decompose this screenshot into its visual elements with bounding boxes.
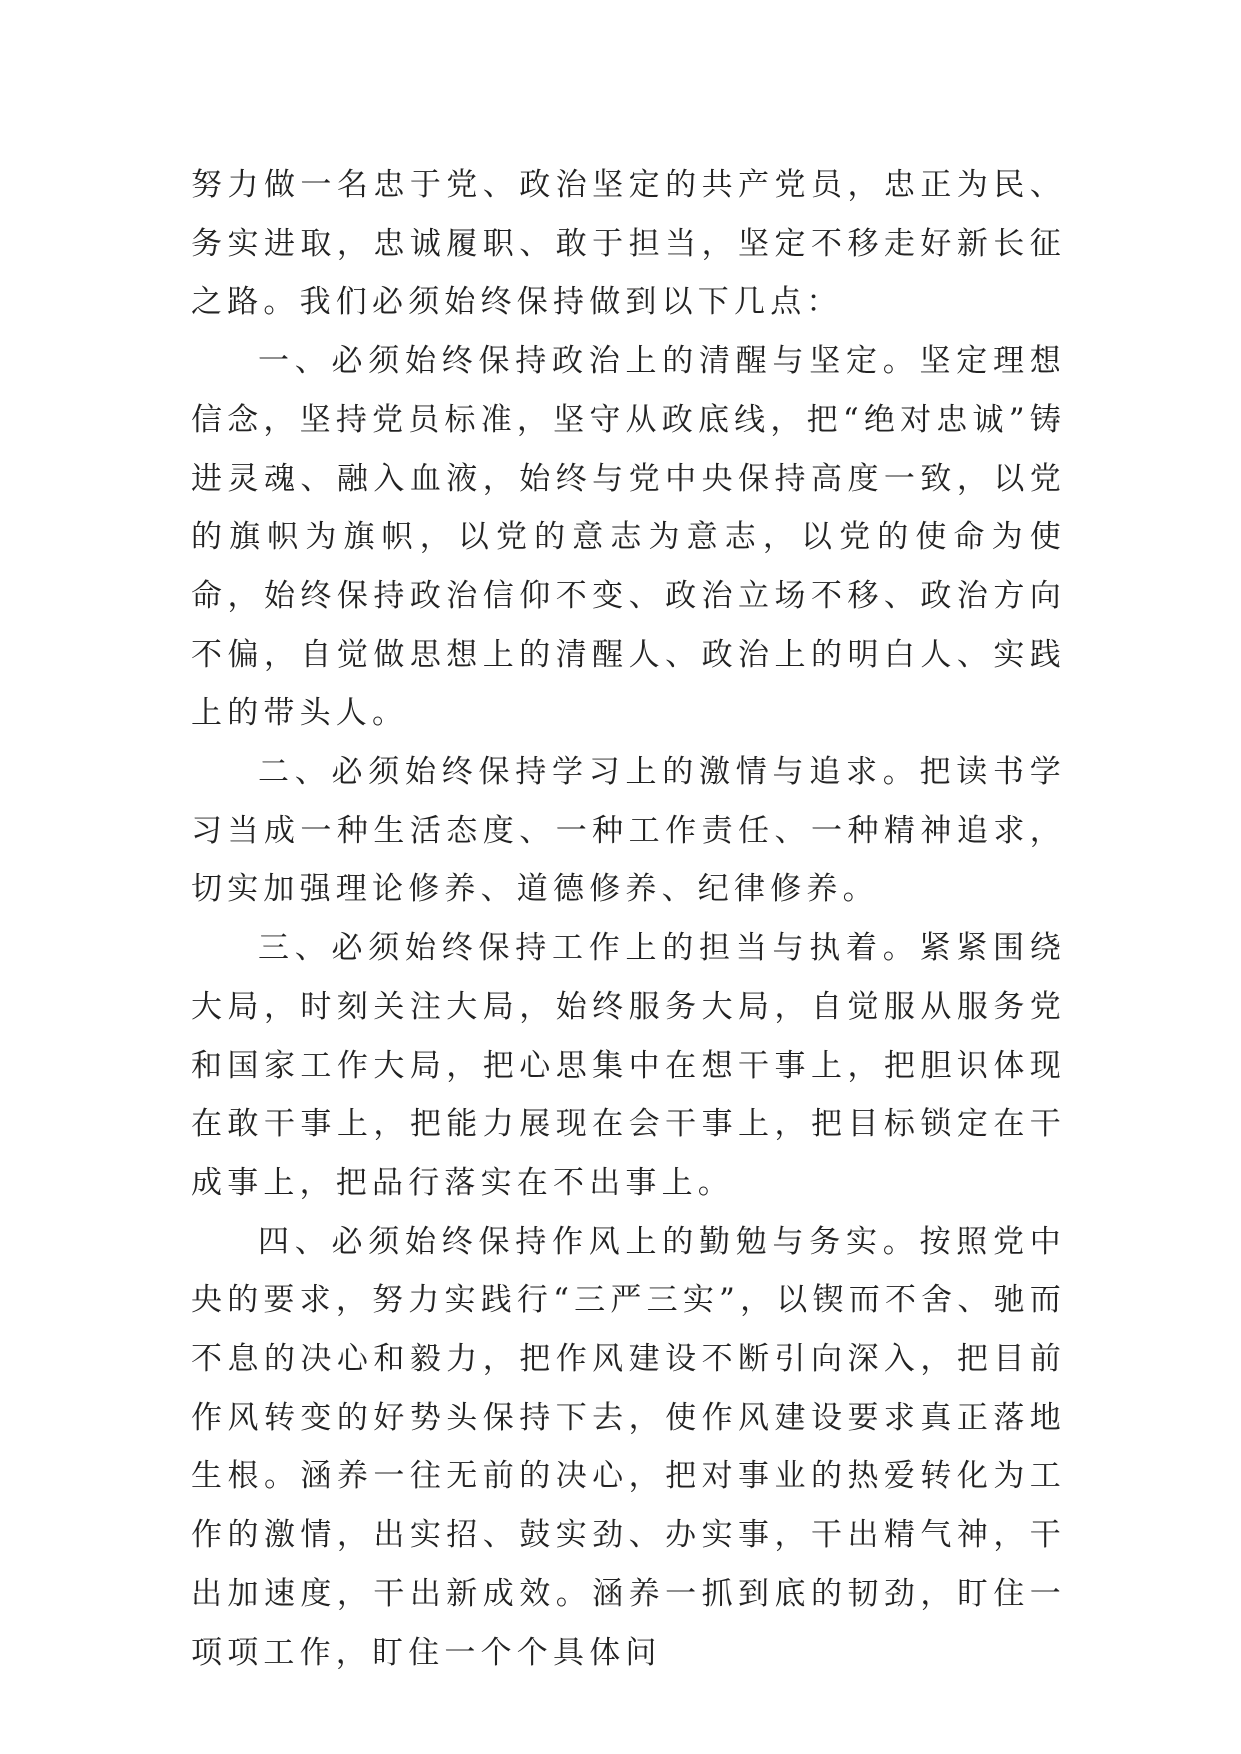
paragraph-point-4: 四、必须始终保持作风上的勤勉与务实。按照党中央的要求，努力实践行“三严三实”，以锲而不舍、驰而不息的决心和毅力，把作风建设不断引向深入，把目前作风转变的好势头保持下去，使作风建设要求真正落地生根。涵养一往无前的决心，把对事业的热爱转化为工作的激情，出实招、鼓实劲、办实事，干出精气神，干出加速度，干出新成效。涵养一抓到底的韧劲，盯住一项项工作，盯住一个个具体问 <box>191 1223 1066 1671</box>
paragraph-point-3: 三、必须始终保持工作上的担当与执着。紧紧围绕大局，时刻关注大局，始终服务大局，自觉服从服务党和国家工作大局，把心思集中在想干事上，把胆识体现在敢干事上，把能力展现在会干事上，把目标锁定在干成事上，把品行落实在不出事上。 <box>191 930 1066 1201</box>
paragraph-point-1: 一、必须始终保持政治上的清醒与坚定。坚定理想信念，坚持党员标准，坚守从政底线，把“绝对忠诚”铸进灵魂、融入血液，始终与党中央保持高度一致，以党的旗帜为旗帜，以党的意志为意志，以党的使命为使命，始终保持政治信仰不变、政治立场不移、政治方向不偏，自觉做思想上的清醒人、政治上的明白人、实践上的带头人。 <box>191 343 1066 732</box>
body-text <box>191 156 1066 1682</box>
paragraph-intro: 努力做一名忠于党、政治坚定的共产党员，忠正为民、务实进取，忠诚履职、敢于担当，坚定不移走好新长征之路。我们必须始终保持做到以下几点： <box>191 167 1066 321</box>
paragraph-point-2: 二、必须始终保持学习上的激情与追求。把读书学习当成一种生活态度、一种工作责任、一种精神追求，切实加强理论修养、道德修养、纪律修养。 <box>191 754 1066 908</box>
